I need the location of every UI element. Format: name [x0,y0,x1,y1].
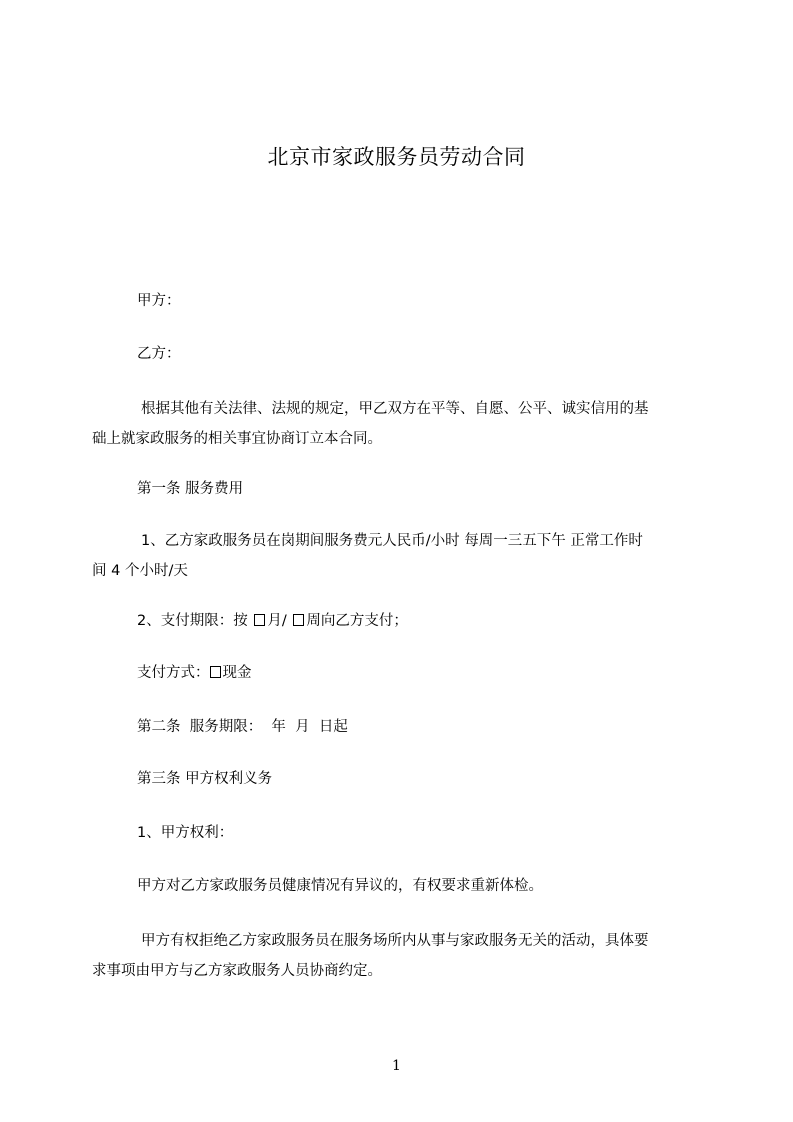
right-1: 甲方对乙方家政服务员健康情况有异议的，有权要求重新体检。 [137,878,543,894]
month-checkbox[interactable] [254,614,265,626]
party-b-label: 乙方： [137,346,181,362]
rights-title: 1、甲方权利： [137,825,234,841]
fee-line-2: 间 4 个小时/天 [92,563,188,579]
right-2-line-2: 求事项由甲方与乙方家政服务人员协商约定。 [92,963,382,979]
intro-line-1: 根据其他有关法律、法规的规定，甲乙双方在平等、自愿、公平、诚实信用的基 [141,401,649,417]
article-1-title: 第一条 服务费用 [137,481,244,497]
intro-line-2: 础上就家政服务的相关事宜协商订立本合同。 [92,431,382,447]
page-number: 1 [392,1058,401,1074]
fee-line-1: 1、乙方家政服务员在岗期间服务费元人民币/小时 每周一三五下午 正常工作时 [141,533,643,549]
payment-term-month: 月/ [267,613,292,629]
article-2: 第二条 服务期限： 年 月 日起 [137,719,348,735]
intro-paragraph [92,394,707,454]
right-2-line-1: 甲方有权拒绝乙方家政服务员在服务场所内从事与家政服务无关的活动，具体要 [141,933,649,949]
fee-paragraph [92,526,707,586]
payment-term-suffix: 周向乙方支付； [306,613,408,629]
article-3-title: 第三条 甲方权利义务 [137,771,273,787]
payment-method [137,662,252,684]
payment-method-cash: 现金 [222,665,252,681]
payment-term [137,610,408,632]
cash-checkbox[interactable] [210,666,221,678]
right-2-paragraph [92,926,707,986]
week-checkbox[interactable] [293,614,304,626]
document-title: 北京市家政服务员劳动合同 [267,145,526,169]
payment-term-prefix: 2、支付期限：按 [137,613,253,629]
payment-method-prefix: 支付方式： [137,665,210,681]
party-a-label: 甲方： [137,293,181,309]
